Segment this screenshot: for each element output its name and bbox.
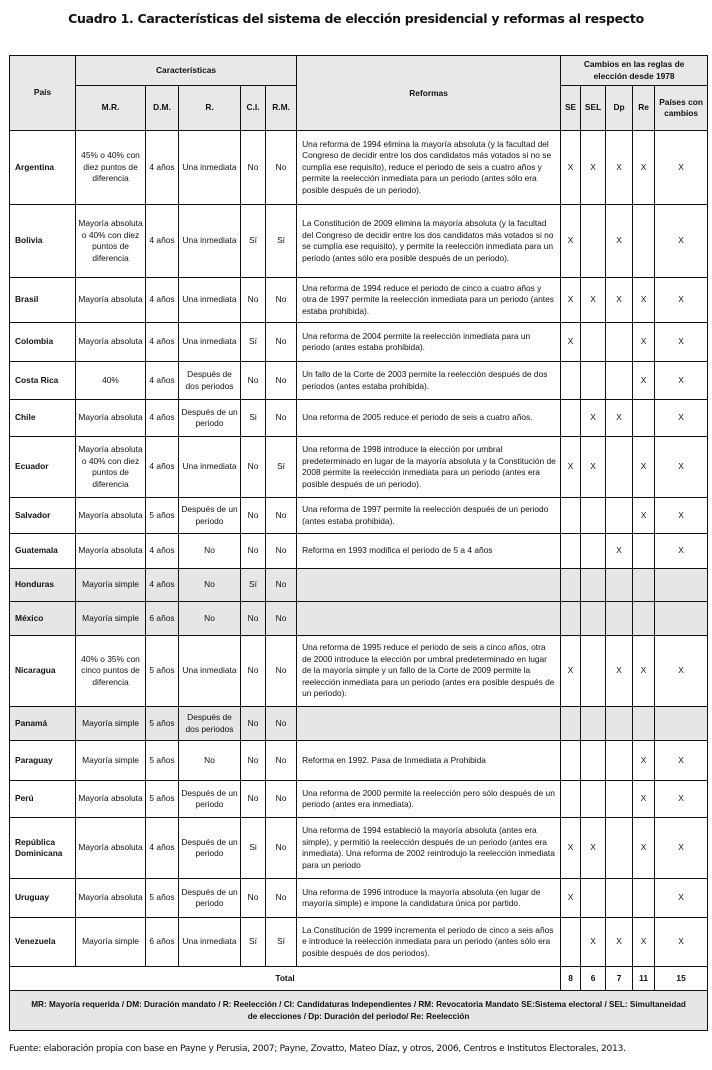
cell-rm: Sí — [266, 918, 297, 967]
cell-re: X — [633, 362, 655, 400]
cell-rm: No — [266, 400, 297, 437]
header-cambios: Cambios en las reglas de elección desde 1978 — [561, 56, 708, 86]
cell-rm: No — [266, 818, 297, 879]
cell-mr: Mayoría absoluta — [76, 818, 146, 879]
cell-sel — [581, 879, 606, 918]
cell-re: X — [633, 918, 655, 967]
cell-rm: No — [266, 707, 297, 741]
cell-reforma: Una reforma de 2004 permite la reelección inmediata para un periodo (antes estaba prohibida). — [297, 323, 561, 362]
cell-se — [561, 569, 581, 602]
cell-sel — [581, 362, 606, 400]
cell-re: X — [633, 818, 655, 879]
cell-dp: X — [606, 918, 633, 967]
cell-ci: No — [241, 131, 266, 205]
cell-r: No — [179, 741, 241, 781]
cell-paises — [655, 707, 708, 741]
cell-dp — [606, 437, 633, 498]
header-se: SE — [561, 86, 581, 131]
cell-dm: 4 años — [146, 205, 179, 278]
cell-r: Una inmediata — [179, 205, 241, 278]
cell-dm: 4 años — [146, 534, 179, 569]
cell-dp — [606, 602, 633, 636]
cell-sel — [581, 498, 606, 534]
total-sel: 6 — [581, 967, 606, 991]
cell-r: No — [179, 602, 241, 636]
cell-dm: 4 años — [146, 278, 179, 323]
cell-reforma: Un fallo de la Corte de 2003 permite la reelección después de dos periodos (antes estaba prohibida). — [297, 362, 561, 400]
cell-reforma: Una reforma de 1994 elimina la mayoría absoluta (y la facultad del Congreso de decidir entre los dos candidatos más votados si no se cumplía ese requisito), reduce el periodo de seis a cuatro años y permite la reelección inmediata para un periodo (antes sólo era posible después de un periodo). — [297, 131, 561, 205]
cell-ci: Si — [241, 818, 266, 879]
cell-r: Después de un periodo — [179, 400, 241, 437]
cell-paises: X — [655, 205, 708, 278]
cell-reforma — [297, 569, 561, 602]
cell-pais: Salvador — [10, 498, 76, 534]
cell-mr: Mayoría absoluta — [76, 534, 146, 569]
cell-r: Una inmediata — [179, 918, 241, 967]
cell-sel — [581, 781, 606, 818]
table-row — [10, 879, 708, 918]
cell-pais: Brasil — [10, 278, 76, 323]
cell-dm: 4 años — [146, 400, 179, 437]
cell-mr: Mayoría simple — [76, 602, 146, 636]
cell-dp: X — [606, 278, 633, 323]
cell-se — [561, 781, 581, 818]
cell-reforma: Una reforma de 1997 permite la reelección después de un periodo (antes estaba prohibida). — [297, 498, 561, 534]
cell-paises: X — [655, 131, 708, 205]
cell-dp — [606, 569, 633, 602]
cell-mr: Mayoría simple — [76, 569, 146, 602]
cell-dm: 5 años — [146, 741, 179, 781]
cell-re — [633, 602, 655, 636]
cell-sel — [581, 569, 606, 602]
cell-reforma: Una reforma de 1995 reduce el periodo de seis a cinco años, otra de 2000 introduce la elección por umbral predeterminado en lugar de la mayoría simple y un fallo de la Corte de 2009 permite la reelección inmediata para un periodo (antes era posible después de un periodo). — [297, 636, 561, 707]
cell-se — [561, 362, 581, 400]
cell-se — [561, 707, 581, 741]
table-row — [10, 323, 708, 362]
table-row — [10, 781, 708, 818]
cell-paises: X — [655, 636, 708, 707]
cell-ci: No — [241, 498, 266, 534]
cell-dp — [606, 879, 633, 918]
total-dp: 7 — [606, 967, 633, 991]
table-row — [10, 131, 708, 205]
table-row — [10, 636, 708, 707]
cell-ci: No — [241, 278, 266, 323]
cell-rm: No — [266, 636, 297, 707]
header-r: R. — [179, 86, 241, 131]
cell-paises: X — [655, 323, 708, 362]
cell-ci: No — [241, 781, 266, 818]
header-caracteristicas: Características — [76, 56, 297, 86]
cell-rm: No — [266, 879, 297, 918]
cell-rm: No — [266, 569, 297, 602]
table-row — [10, 569, 708, 602]
cell-paises: X — [655, 741, 708, 781]
cell-r: No — [179, 569, 241, 602]
cell-mr: Mayoría simple — [76, 741, 146, 781]
table-row — [10, 602, 708, 636]
electoral-systems-table — [9, 55, 708, 1031]
cell-re — [633, 400, 655, 437]
cell-reforma: La Constitución de 1999 incrementa el periodo de cinco a seis años e introduce la reelección inmediata para un periodo (antes sólo era posible después de dos periodos). — [297, 918, 561, 967]
header-reformas: Reformas — [297, 56, 561, 131]
cell-rm: No — [266, 323, 297, 362]
cell-mr: 40% — [76, 362, 146, 400]
cell-dm: 4 años — [146, 569, 179, 602]
cell-re — [633, 569, 655, 602]
table-title: Cuadro 1. Características del sistema de elección presidencial y reformas al respecto — [68, 11, 644, 26]
cell-paises — [655, 602, 708, 636]
cell-re: X — [633, 437, 655, 498]
table-row — [10, 400, 708, 437]
cell-pais: Venezuela — [10, 918, 76, 967]
cell-pais: Panamá — [10, 707, 76, 741]
cell-se — [561, 602, 581, 636]
cell-paises: X — [655, 498, 708, 534]
header-dm: D.M. — [146, 86, 179, 131]
cell-rm: No — [266, 781, 297, 818]
cell-dm: 6 años — [146, 602, 179, 636]
cell-dm: 6 años — [146, 918, 179, 967]
cell-mr: 45% o 40% con diez puntos de diferencia — [76, 131, 146, 205]
cell-ci: No — [241, 437, 266, 498]
cell-dm: 4 años — [146, 362, 179, 400]
header-paises: Países con cambios — [655, 86, 708, 131]
cell-ci: No — [241, 362, 266, 400]
cell-r: Una inmediata — [179, 278, 241, 323]
cell-rm: Sí — [266, 205, 297, 278]
cell-pais: México — [10, 602, 76, 636]
cell-mr: Mayoría absoluta — [76, 278, 146, 323]
cell-r: Después de dos periodos — [179, 362, 241, 400]
cell-paises — [655, 569, 708, 602]
cell-dm: 5 años — [146, 636, 179, 707]
cell-dp — [606, 781, 633, 818]
table-row — [10, 707, 708, 741]
cell-ci: Sí — [241, 918, 266, 967]
cell-sel: X — [581, 818, 606, 879]
cell-se: X — [561, 437, 581, 498]
cell-r: Una inmediata — [179, 437, 241, 498]
cell-se — [561, 534, 581, 569]
cell-pais: Argentina — [10, 131, 76, 205]
cell-rm: No — [266, 741, 297, 781]
cell-pais: Ecuador — [10, 437, 76, 498]
cell-se — [561, 498, 581, 534]
cell-ci: Sí — [241, 569, 266, 602]
cell-dm: 4 años — [146, 818, 179, 879]
cell-dp — [606, 741, 633, 781]
cell-rm: No — [266, 602, 297, 636]
cell-paises: X — [655, 918, 708, 967]
total-se: 8 — [561, 967, 581, 991]
cell-ci: No — [241, 707, 266, 741]
cell-re — [633, 205, 655, 278]
cell-dp: X — [606, 636, 633, 707]
cell-sel — [581, 205, 606, 278]
cell-re: X — [633, 323, 655, 362]
cell-ci: No — [241, 534, 266, 569]
cell-r: Después de un periodo — [179, 818, 241, 879]
cell-ci: No — [241, 602, 266, 636]
table-row — [10, 278, 708, 323]
cell-paises: X — [655, 534, 708, 569]
cell-pais: República Dominicana — [10, 818, 76, 879]
cell-dm: 5 años — [146, 498, 179, 534]
cell-dp — [606, 818, 633, 879]
cell-r: Una inmediata — [179, 323, 241, 362]
table-row — [10, 437, 708, 498]
cell-reforma: Reforma en 1992. Pasa de Inmediata a Prohibida — [297, 741, 561, 781]
cell-rm: No — [266, 362, 297, 400]
cell-sel: X — [581, 437, 606, 498]
cell-r: Después de un periodo — [179, 781, 241, 818]
cell-reforma: La Constitución de 2009 elimina la mayoría absoluta (y la facultad del Congreso de decidir entre los dos candidatos más votados si no se cumplía ese requisito), y permite la reelección inmediata para un periodo (antes sólo era posible después de un periodo). — [297, 205, 561, 278]
cell-pais: Costa Rica — [10, 362, 76, 400]
cell-ci: Sí — [241, 323, 266, 362]
cell-dp: X — [606, 534, 633, 569]
cell-ci: Si — [241, 400, 266, 437]
cell-pais: Guatemala — [10, 534, 76, 569]
cell-re: X — [633, 636, 655, 707]
cell-paises: X — [655, 362, 708, 400]
cell-ci: No — [241, 741, 266, 781]
cell-paises: X — [655, 818, 708, 879]
cell-sel — [581, 602, 606, 636]
cell-pais: Uruguay — [10, 879, 76, 918]
cell-sel: X — [581, 131, 606, 205]
cell-mr: 40% o 35% con cinco puntos de diferencia — [76, 636, 146, 707]
cell-reforma: Una reforma de 1994 reduce el periodo de cinco a cuatro años y otra de 1997 permite la reelección inmediata para un periodo (antes estaba prohibida). — [297, 278, 561, 323]
table-row — [10, 362, 708, 400]
cell-r: Después de dos periodos — [179, 707, 241, 741]
cell-dp — [606, 498, 633, 534]
cell-se: X — [561, 131, 581, 205]
table-row — [10, 818, 708, 879]
cell-sel — [581, 534, 606, 569]
cell-pais: Honduras — [10, 569, 76, 602]
total-paises: 15 — [655, 967, 708, 991]
cell-sel — [581, 323, 606, 362]
cell-dm: 5 años — [146, 781, 179, 818]
cell-reforma — [297, 602, 561, 636]
cell-dp — [606, 362, 633, 400]
table-row — [10, 205, 708, 278]
cell-r: No — [179, 534, 241, 569]
table-row — [10, 498, 708, 534]
cell-mr: Mayoría absoluta — [76, 498, 146, 534]
cell-ci: Sí — [241, 205, 266, 278]
cell-r: Después de un periodo — [179, 879, 241, 918]
cell-r: Una inmediata — [179, 636, 241, 707]
cell-re: X — [633, 278, 655, 323]
cell-paises: X — [655, 879, 708, 918]
cell-mr: Mayoría simple — [76, 707, 146, 741]
cell-mr: Mayoría absoluta — [76, 323, 146, 362]
cell-pais: Colombia — [10, 323, 76, 362]
cell-se — [561, 741, 581, 781]
cell-ci: No — [241, 636, 266, 707]
abbreviation-legend: MR: Mayoría requerida / DM: Duración mandato / R: Reelección / CI: Candidaturas Independientes / RM: Revocatoria Mandato SE:Sistema electoral / SEL: Simultaneidad de elecciones / Dp: Duración del periodo/ Re: Reelección — [10, 991, 708, 1031]
cell-rm: No — [266, 131, 297, 205]
total-label: Total — [10, 967, 561, 991]
cell-reforma: Una reforma de 2000 permite la reelección pero sólo después de un periodo (antes era inmediata). — [297, 781, 561, 818]
cell-sel — [581, 636, 606, 707]
table-row — [10, 741, 708, 781]
cell-reforma: Una reforma de 2005 reduce el periodo de seis a cuatro años. — [297, 400, 561, 437]
cell-reforma — [297, 707, 561, 741]
header-mr: M.R. — [76, 86, 146, 131]
cell-sel — [581, 741, 606, 781]
table-row — [10, 918, 708, 967]
cell-paises: X — [655, 278, 708, 323]
cell-pais: Chile — [10, 400, 76, 437]
cell-dm: 5 años — [146, 707, 179, 741]
cell-re: X — [633, 741, 655, 781]
cell-rm: No — [266, 498, 297, 534]
header-sel: SEL — [581, 86, 606, 131]
cell-dp: X — [606, 131, 633, 205]
cell-se — [561, 918, 581, 967]
cell-pais: Paraguay — [10, 741, 76, 781]
cell-re: X — [633, 131, 655, 205]
cell-se: X — [561, 636, 581, 707]
cell-reforma: Una reforma de 1996 introduce la mayoría absoluta (en lugar de mayoría simple) e impone la candidatura única por partido. — [297, 879, 561, 918]
header-pais: País — [10, 56, 76, 131]
cell-re: X — [633, 781, 655, 818]
cell-rm: Sí — [266, 437, 297, 498]
cell-ci: No — [241, 879, 266, 918]
cell-se: X — [561, 205, 581, 278]
cell-se: X — [561, 818, 581, 879]
cell-re: X — [633, 498, 655, 534]
cell-re — [633, 534, 655, 569]
cell-se: X — [561, 323, 581, 362]
cell-pais: Nicaragua — [10, 636, 76, 707]
cell-sel: X — [581, 918, 606, 967]
cell-r: Una inmediata — [179, 131, 241, 205]
cell-rm: No — [266, 534, 297, 569]
header-rm: R.M. — [266, 86, 297, 131]
cell-paises: X — [655, 781, 708, 818]
header-re: Re — [633, 86, 655, 131]
cell-mr: Mayoría absoluta — [76, 400, 146, 437]
cell-dp — [606, 323, 633, 362]
cell-pais: Bolivia — [10, 205, 76, 278]
cell-dm: 5 años — [146, 879, 179, 918]
cell-mr: Mayoría absoluta o 40% con diez puntos de diferencia — [76, 205, 146, 278]
source-note: Fuente: elaboración propia con base en Payne y Perusia, 2007; Payne, Zovatto, Mateo Díaz, y otros, 2006, Centros e Institutos Electorales, 2013. — [9, 1043, 626, 1054]
cell-mr: Mayoría absoluta — [76, 879, 146, 918]
table-row — [10, 534, 708, 569]
cell-se: X — [561, 879, 581, 918]
cell-sel: X — [581, 278, 606, 323]
cell-re — [633, 879, 655, 918]
cell-se — [561, 400, 581, 437]
cell-sel — [581, 707, 606, 741]
cell-reforma: Reforma en 1993 modifica el periodo de 5 a 4 años — [297, 534, 561, 569]
cell-dm: 4 años — [146, 323, 179, 362]
cell-dp: X — [606, 205, 633, 278]
cell-paises: X — [655, 400, 708, 437]
cell-re — [633, 707, 655, 741]
cell-mr: Mayoría absoluta o 40% con diez puntos de diferencia — [76, 437, 146, 498]
cell-sel: X — [581, 400, 606, 437]
cell-pais: Perú — [10, 781, 76, 818]
cell-reforma: Una reforma de 1998 introduce la elección por umbral predeterminado en lugar de la mayoría absoluta y la Constitución de 2008 permite la reelección inmediata para un periodo (antes era posible después de un periodo). — [297, 437, 561, 498]
header-dp: Dp — [606, 86, 633, 131]
cell-dp — [606, 707, 633, 741]
cell-r: Después de un periodo — [179, 498, 241, 534]
cell-dp: X — [606, 400, 633, 437]
cell-mr: Mayoría simple — [76, 918, 146, 967]
cell-reforma: Una reforma de 1994 estableció la mayoría absoluta (antes era simple), y permitió la reelección después de un periodo (antes era inmediata). Una reforma de 2002 reintrodujo la reelección inmediata para un periodo — [297, 818, 561, 879]
cell-mr: Mayoría absoluta — [76, 781, 146, 818]
cell-dm: 4 años — [146, 437, 179, 498]
cell-paises: X — [655, 437, 708, 498]
total-re: 11 — [633, 967, 655, 991]
cell-dm: 4 años — [146, 131, 179, 205]
header-ci: C.I. — [241, 86, 266, 131]
cell-rm: No — [266, 278, 297, 323]
cell-se: X — [561, 278, 581, 323]
